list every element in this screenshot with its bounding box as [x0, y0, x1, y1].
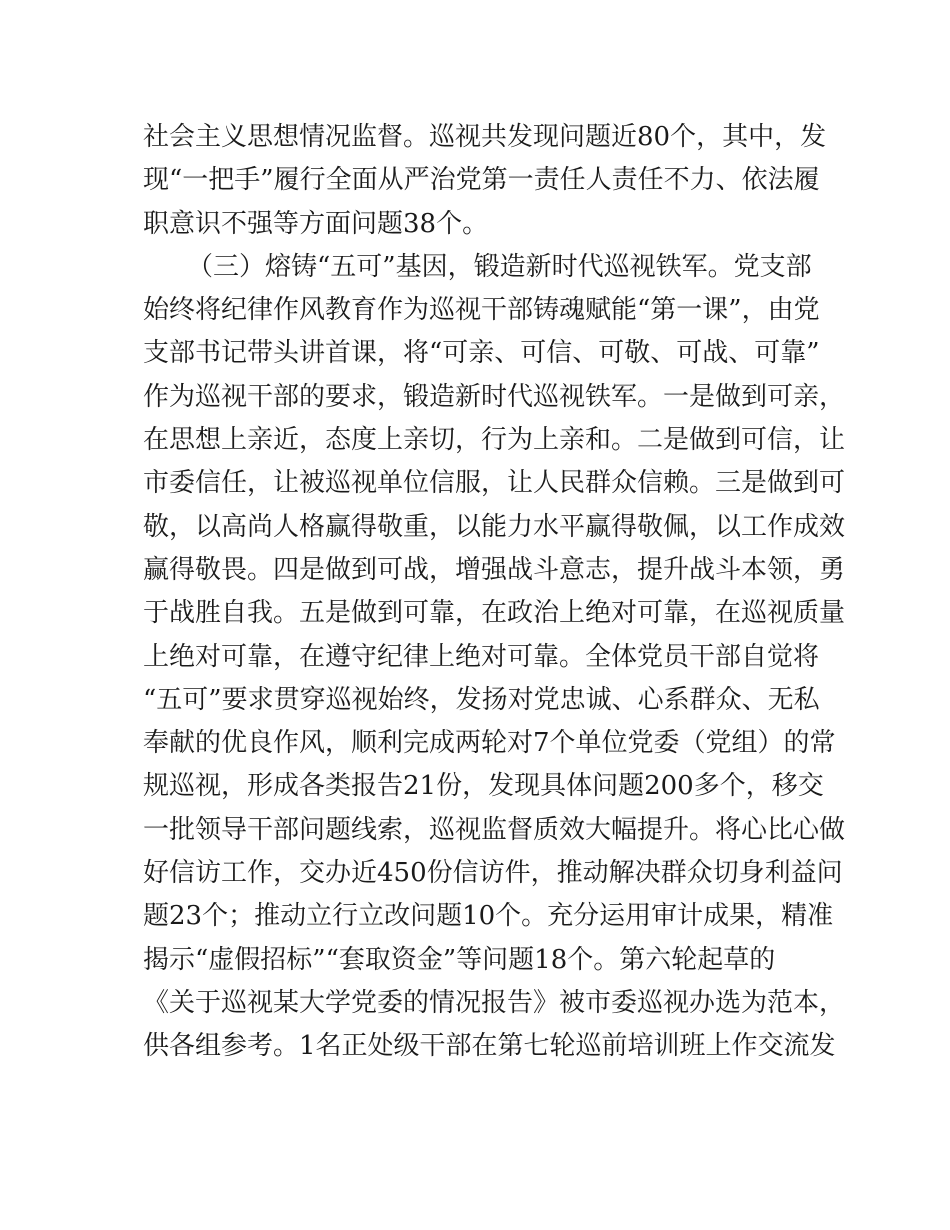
- text-line: 一批领导干部问题线索，巡视监督质效大幅提升。将心比心做: [143, 814, 846, 845]
- text-line: 社会主义思想情况监督。巡视共发现问题近80个，其中，发: [143, 122, 827, 152]
- text-line: 揭示“虚假招标”“套取资金”等问题18个。第六轮起草的: [143, 944, 776, 975]
- text-line: 供各组参考。1名正处级干部在第七轮巡前培训班上作交流发: [143, 1031, 836, 1062]
- text-line: 市委信任，让被巡视单位信服，让人民群众信赖。三是做到可: [143, 468, 846, 499]
- text-line: 《关于巡视某大学党委的情况报告》被市委巡视办选为范本，: [143, 987, 846, 1018]
- text-line: 敬，以高尚人格赢得敬重，以能力水平赢得敬佩，以工作成效: [143, 511, 846, 542]
- text-line: 上绝对可靠，在遵守纪律上绝对可靠。全体党员干部自觉将: [143, 641, 820, 672]
- text-line: 奉献的优良作风，顺利完成两轮对7个单位党委（党组）的常: [143, 728, 836, 759]
- text-line: “五可”要求贯穿巡视始终，发扬对党忠诚、心系群众、无私: [143, 684, 820, 715]
- text-line: 题23个；推动立行立改问题10个。充分运用审计成果，精准: [143, 901, 834, 932]
- text-line: 在思想上亲近，态度上亲切，行为上亲和。二是做到可信，让: [143, 425, 846, 456]
- text-line: 始终将纪律作风教育作为巡视干部铸魂赋能“第一课”，由党: [143, 295, 820, 326]
- text-line: 现“一把手”履行全面从严治党第一责任人责任不力、依法履: [143, 165, 820, 196]
- text-line: 支部书记带头讲首课，将“可亲、可信、可敬、可战、可靠”: [143, 338, 820, 369]
- text-line: 规巡视，形成各类报告21份，发现具体问题200多个，移交: [143, 771, 824, 802]
- section-heading-line: （三）熔铸“五可”基因，锻造新时代巡视铁军。党支部: [187, 251, 812, 282]
- body-text: [143, 116, 846, 1069]
- text-line: 职意识不强等方面问题38个。: [143, 208, 489, 239]
- text-line: 于战胜自我。五是做到可靠，在政治上绝对可靠，在巡视质量: [143, 598, 846, 629]
- text-line: 好信访工作，交办近450份信访件，推动解决群众切身利益问: [143, 858, 843, 889]
- text-line: 赢得敬畏。四是做到可战，增强战斗意志，提升战斗本领，勇: [143, 554, 846, 585]
- text-line: 作为巡视干部的要求，锻造新时代巡视铁军。一是做到可亲，: [143, 381, 846, 412]
